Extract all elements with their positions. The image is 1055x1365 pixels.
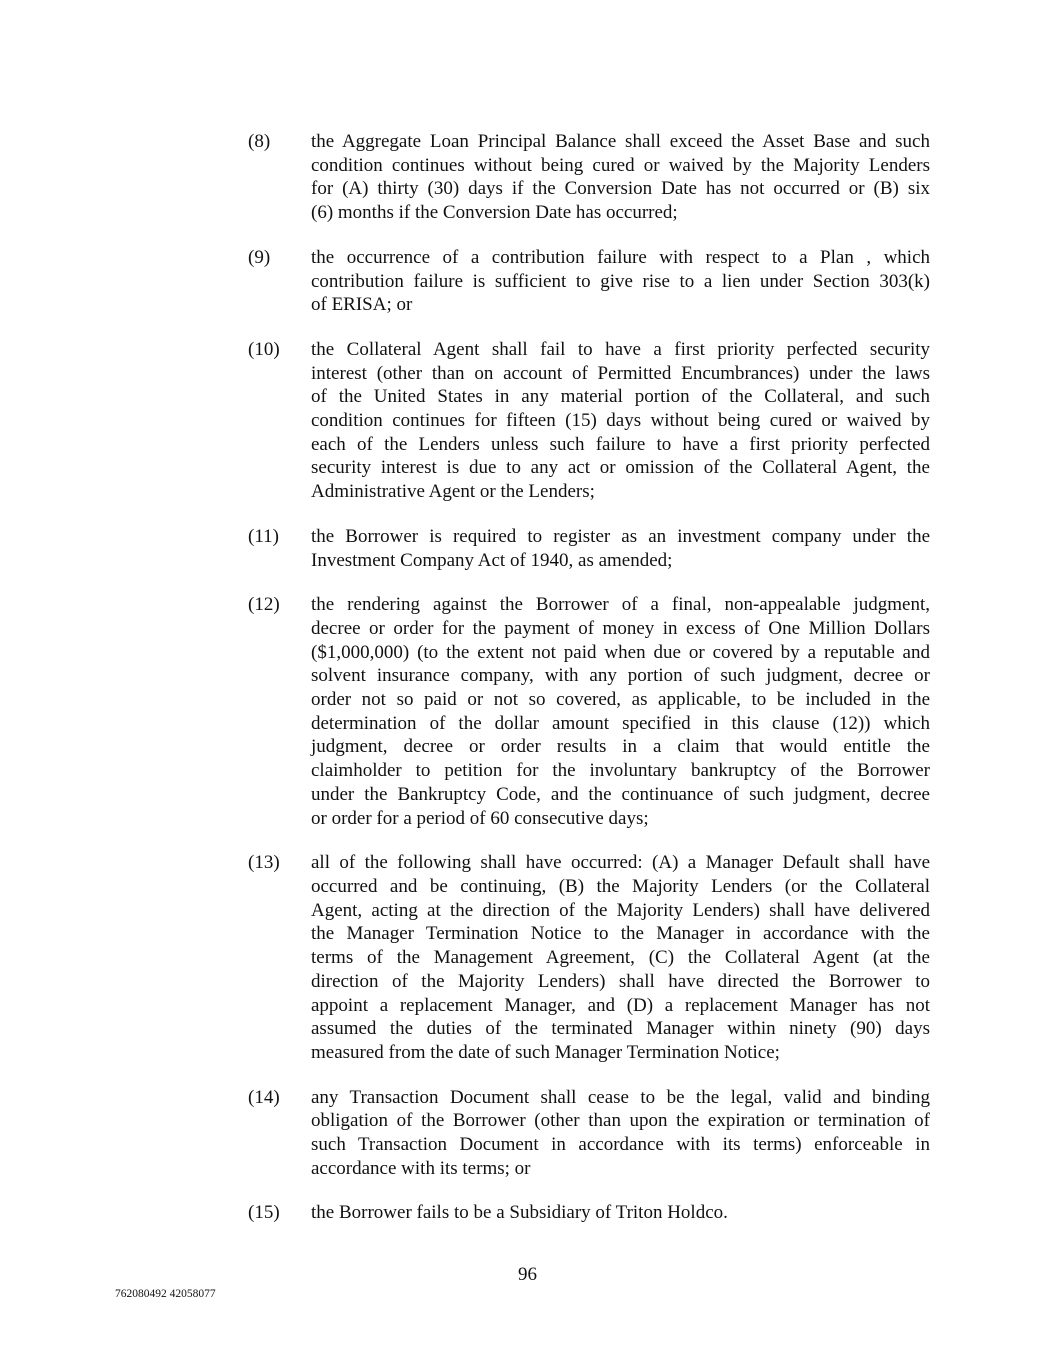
text-line: for (A) thirty (30) days if the Conversion Date has not occurred or (B) six: [311, 178, 930, 200]
text-line: the Borrower is required to register as an investment company under the: [311, 525, 930, 547]
document-id: 762080492 42058077: [115, 1288, 216, 1300]
clause-number: (13): [248, 852, 280, 874]
text-line: under the Bankruptcy Code, and the continuance of such judgment, decree: [311, 783, 930, 805]
clause-item: [248, 130, 930, 225]
clause-number: (10): [248, 338, 280, 360]
text-line: terms of the Management Agreement, (C) the Collateral Agent (at the: [311, 947, 930, 969]
text-line: the Aggregate Loan Principal Balance shall exceed the Asset Base and such: [311, 131, 930, 152]
text-line: such Transaction Document in accordance with its terms) enforceable in: [311, 1134, 930, 1156]
text-line: contribution failure is sufficient to give rise to a lien under Section 303(k): [311, 270, 930, 292]
clause-item: [248, 246, 930, 317]
text-line: decree or order for the payment of money in excess of One Million Dollars: [311, 617, 930, 639]
text-line: appoint a replacement Manager, and (D) a replacement Manager has not: [311, 994, 930, 1016]
text-line: accordance with its terms; or: [311, 1157, 531, 1179]
document-body: [248, 130, 930, 1246]
clause-number: (8): [248, 131, 271, 152]
clause-item: [248, 525, 930, 572]
text-line: security interest is due to any act or omission of the Collateral Agent, the: [311, 457, 930, 479]
text-line: determination of the dollar amount specified in this clause (12)) which: [311, 712, 930, 734]
text-line: all of the following shall have occurred: (A) a Manager Default shall have: [311, 852, 930, 874]
clause-text: [311, 1201, 930, 1225]
text-line: claimholder to petition for the involuntary bankruptcy of the Borrower: [311, 760, 930, 782]
clause-item: [248, 338, 930, 504]
text-line: ($1,000,000) (to the extent not paid when due or covered by a reputable and: [311, 641, 930, 663]
text-line: order not so paid or not so covered, as applicable, to be included in the: [311, 689, 930, 711]
clause-text: [311, 338, 930, 504]
clause-item: [248, 851, 930, 1064]
text-line: the Manager Termination Notice to the Manager in accordance with the: [311, 923, 930, 945]
text-line: of ERISA; or: [311, 294, 413, 316]
text-line: condition continues without being cured or waived by the Majority Lenders: [311, 154, 930, 176]
text-line: (6) months if the Conversion Date has occurred;: [311, 202, 678, 224]
text-line: the Collateral Agent shall fail to have a first priority perfected security: [311, 338, 930, 360]
text-line: any Transaction Document shall cease to be the legal, valid and binding: [311, 1086, 930, 1108]
clause-number: (9): [248, 246, 271, 268]
text-line: each of the Lenders unless such failure to have a first priority perfected: [311, 433, 930, 455]
text-line: solvent insurance company, with any portion of such judgment, decree or: [311, 665, 930, 687]
text-line: judgment, decree or order results in a claim that would entitle the: [311, 736, 930, 758]
clause-text: [311, 593, 930, 830]
clause-text: [311, 525, 930, 572]
text-line: the occurrence of a contribution failure with respect to a Plan , which: [311, 246, 930, 268]
text-line: assumed the duties of the terminated Manager within ninety (90) days: [311, 1018, 930, 1040]
page-number: 96: [518, 1264, 537, 1285]
text-line: interest (other than on account of Permitted Encumbrances) under the laws: [311, 362, 930, 384]
text-line: or order for a period of 60 consecutive days;: [311, 807, 649, 829]
clause-text: [311, 246, 930, 317]
text-line: the Borrower fails to be a Subsidiary of Triton Holdco.: [311, 1202, 728, 1224]
clause-number: (11): [248, 525, 279, 547]
clause-item: [248, 1201, 930, 1225]
text-line: Administrative Agent or the Lenders;: [311, 481, 595, 503]
clause-number: (15): [248, 1202, 280, 1224]
clause-item: [248, 1086, 930, 1181]
clause-number: (14): [248, 1086, 280, 1108]
clause-text: [311, 1086, 930, 1181]
text-line: of the United States in any material portion of the Collateral, and such: [311, 386, 930, 408]
text-line: condition continues for fifteen (15) days without being cured or waived by: [311, 410, 930, 432]
text-line: Agent, acting at the direction of the Majority Lenders) shall have delivered: [311, 899, 930, 921]
text-line: Investment Company Act of 1940, as amended;: [311, 549, 673, 571]
clause-number: (12): [248, 594, 280, 616]
clause-item: [248, 593, 930, 830]
clause-text: [311, 851, 930, 1064]
text-line: measured from the date of such Manager Termination Notice;: [311, 1041, 780, 1063]
text-line: occurred and be continuing, (B) the Majority Lenders (or the Collateral: [311, 875, 930, 897]
clause-text: [311, 130, 930, 225]
text-line: obligation of the Borrower (other than upon the expiration or termination of: [311, 1110, 930, 1132]
text-line: the rendering against the Borrower of a final, non-appealable judgment,: [311, 594, 930, 616]
text-line: direction of the Majority Lenders) shall have directed the Borrower to: [311, 970, 930, 992]
